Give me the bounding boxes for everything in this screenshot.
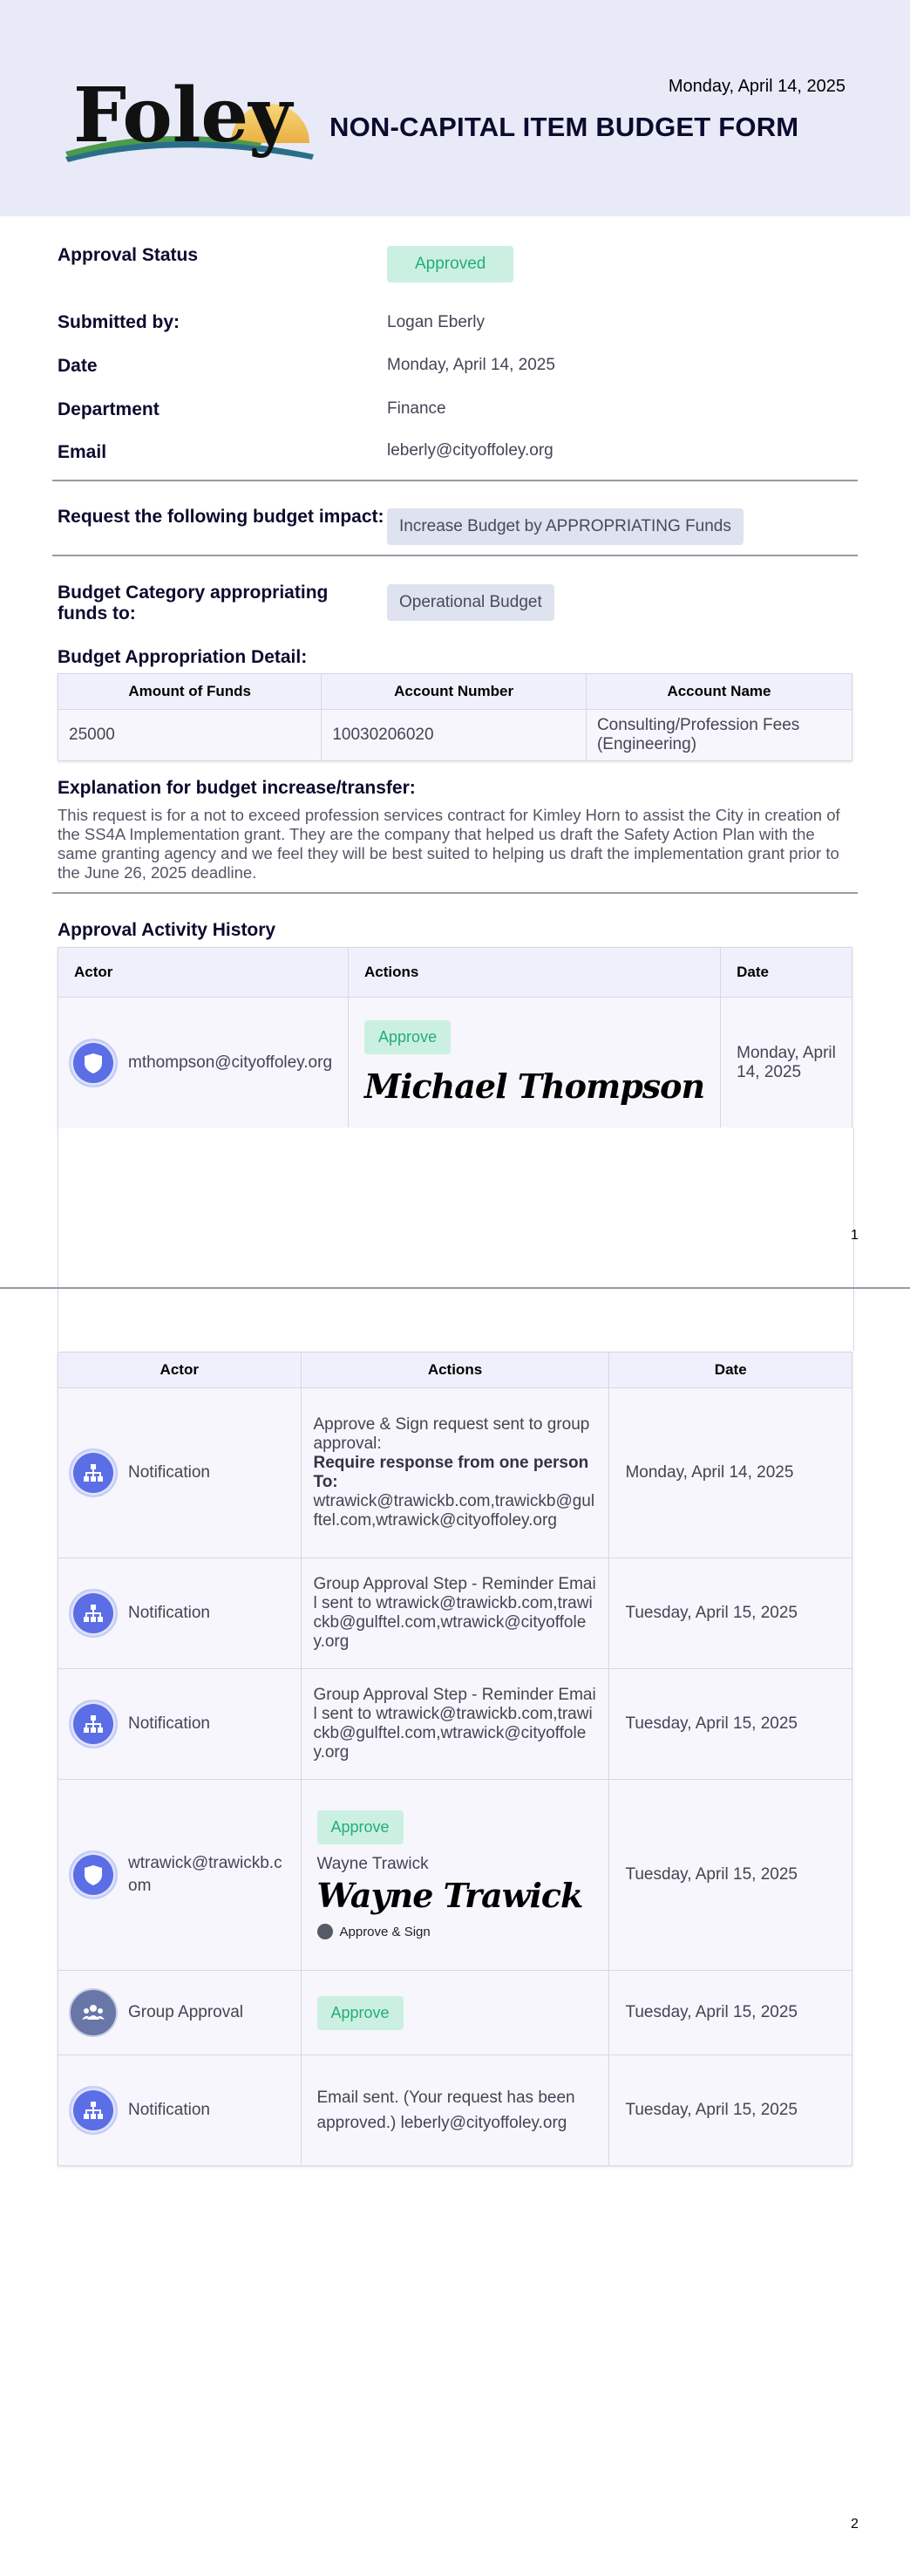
table-row xyxy=(58,1971,852,2055)
approval-history-table-continued xyxy=(58,1352,852,2166)
page-number: 2 xyxy=(851,2517,859,2532)
actor xyxy=(69,1850,285,1899)
svg-text:Foley: Foley xyxy=(73,72,293,160)
approval-status-badge: Approved xyxy=(387,246,513,283)
date-cell: Tuesday, April 15, 2025 xyxy=(609,1971,852,2055)
table-row xyxy=(58,2055,852,2166)
column-header: Amount of Funds xyxy=(58,674,322,710)
sitemap-icon xyxy=(69,1700,118,1748)
column-header: Date xyxy=(721,948,852,998)
actor-name: mthompson@cityoffoley.org xyxy=(128,1053,333,1072)
submitted-by-label: Submitted by: xyxy=(58,312,180,332)
submitted-by-value: Logan Eberly xyxy=(387,313,485,331)
action-recipients: wtrawick@trawickb.com,trawickb@gulftel.com,wtrawick@cityoffoley.org xyxy=(313,1492,595,1530)
actor xyxy=(69,1448,285,1497)
table-row xyxy=(58,1669,852,1780)
date-cell: Tuesday, April 15, 2025 xyxy=(609,1669,852,1780)
sitemap-icon xyxy=(69,1448,118,1497)
actor xyxy=(69,2086,285,2135)
date-cell: Tuesday, April 15, 2025 xyxy=(609,2055,852,2166)
actor xyxy=(69,1039,332,1087)
page-break xyxy=(0,1287,910,1289)
page-number: 1 xyxy=(851,1228,859,1243)
form-title: NON-CAPITAL ITEM BUDGET FORM xyxy=(329,112,799,142)
email-label: Email xyxy=(58,442,107,462)
header-date: Monday, April 14, 2025 xyxy=(668,77,845,96)
table-header-row xyxy=(58,674,852,710)
table-row xyxy=(58,710,852,761)
divider xyxy=(52,892,858,894)
signer-name: Wayne Trawick xyxy=(316,1855,429,1873)
sign-note: Approve & Sign xyxy=(339,1924,431,1939)
date-value: Monday, April 14, 2025 xyxy=(387,356,555,374)
column-header: Actor xyxy=(58,948,349,998)
column-header: Actor xyxy=(58,1353,302,1388)
divider xyxy=(52,555,858,556)
date-cell: Tuesday, April 15, 2025 xyxy=(609,1558,852,1669)
sitemap-icon xyxy=(69,2086,118,2135)
budget-impact-value: Increase Budget by APPROPRIATING Funds xyxy=(387,508,744,545)
table-row xyxy=(58,998,852,1129)
actor xyxy=(69,1988,285,2037)
shield-icon xyxy=(69,1850,118,1899)
budget-appropriation-table xyxy=(58,673,852,761)
column-header: Actions xyxy=(349,948,721,998)
action-text-bold: To: xyxy=(313,1473,338,1491)
actor-name: Notification xyxy=(128,1714,210,1733)
date-label: Date xyxy=(58,356,98,376)
table-row xyxy=(58,1558,852,1669)
actor-name: wtrawick@trawickb.com xyxy=(128,1854,282,1895)
sitemap-icon xyxy=(69,1589,118,1638)
action-text: Approve & Sign request sent to group approval: xyxy=(313,1415,590,1453)
approval-history-table xyxy=(58,947,852,1129)
approval-status-label: Approval Status xyxy=(58,245,199,265)
group-icon xyxy=(69,1988,118,2037)
approve-badge: Approve xyxy=(317,1810,404,1844)
explanation-text: This request is for a not to exceed profession services contract for Kimley Horn to assist the City in creation of the SS4A Implementation grant. They are the company that helped us draft the Safety Action Plan with the same granting agency and we feel they will be best suited to helping us draft the implementation grant prior to the June 26, 2025 deadline. xyxy=(58,806,840,882)
table-row xyxy=(58,1388,852,1558)
actor xyxy=(69,1700,285,1748)
column-header: Account Number xyxy=(322,674,587,710)
approve-badge: Approve xyxy=(317,1996,404,2030)
actor-name: Notification xyxy=(128,2101,210,2119)
budget-category-label: Budget Category appropriating funds to: xyxy=(58,583,329,624)
action-text: Email sent. (Your request has been approved.) leberly@cityoffoley.org xyxy=(301,2055,609,2166)
date-cell: Monday, April 14, 2025 xyxy=(721,998,852,1129)
explanation-title: Explanation for budget increase/transfer: xyxy=(58,778,416,798)
actor-name: Notification xyxy=(128,1604,210,1622)
account-number-cell: 10030206020 xyxy=(322,710,587,761)
table-continuation xyxy=(58,1128,854,1351)
appropriation-detail-label: Budget Appropriation Detail: xyxy=(58,647,308,667)
column-header: Actions xyxy=(301,1353,609,1388)
page-header xyxy=(0,0,910,216)
action-text: Group Approval Step - Reminder Email sent to wtrawick@trawickb.com,trawickb@gulftel.com,wtrawick@cityoffoley.org xyxy=(301,1669,609,1780)
approve-badge: Approve xyxy=(364,1020,451,1054)
action-text-bold: Require response from one person xyxy=(313,1454,589,1472)
action-text: Group Approval Step - Reminder Email sent to wtrawick@trawickb.com,trawickb@gulftel.com,wtrawick@cityoffoley.org xyxy=(301,1558,609,1669)
divider xyxy=(52,480,858,481)
table-header-row xyxy=(58,1353,852,1388)
history-title: Approval Activity History xyxy=(58,920,276,940)
budget-impact-label: Request the following budget impact: xyxy=(58,507,384,527)
department-value: Finance xyxy=(387,399,446,418)
column-header: Date xyxy=(609,1353,852,1388)
signature: Michael Thompson xyxy=(364,1067,705,1106)
signature: Wayne Trawick xyxy=(316,1876,583,1915)
column-header: Account Name xyxy=(586,674,852,710)
budget-category-value: Operational Budget xyxy=(387,584,554,621)
foley-logo xyxy=(61,72,323,176)
shield-icon xyxy=(69,1039,118,1087)
account-name-cell: Consulting/Profession Fees (Engineering) xyxy=(586,710,852,761)
table-row xyxy=(58,1780,852,1971)
sign-icon xyxy=(317,1924,333,1939)
department-label: Department xyxy=(58,399,160,419)
amount-cell: 25000 xyxy=(58,710,322,761)
actor-name: Group Approval xyxy=(128,2003,244,2021)
date-cell: Monday, April 14, 2025 xyxy=(609,1388,852,1558)
table-header-row xyxy=(58,948,852,998)
actor-name: Notification xyxy=(128,1463,210,1482)
email-value: leberly@cityoffoley.org xyxy=(387,441,553,460)
date-cell: Tuesday, April 15, 2025 xyxy=(609,1780,852,1971)
actor xyxy=(69,1589,285,1638)
